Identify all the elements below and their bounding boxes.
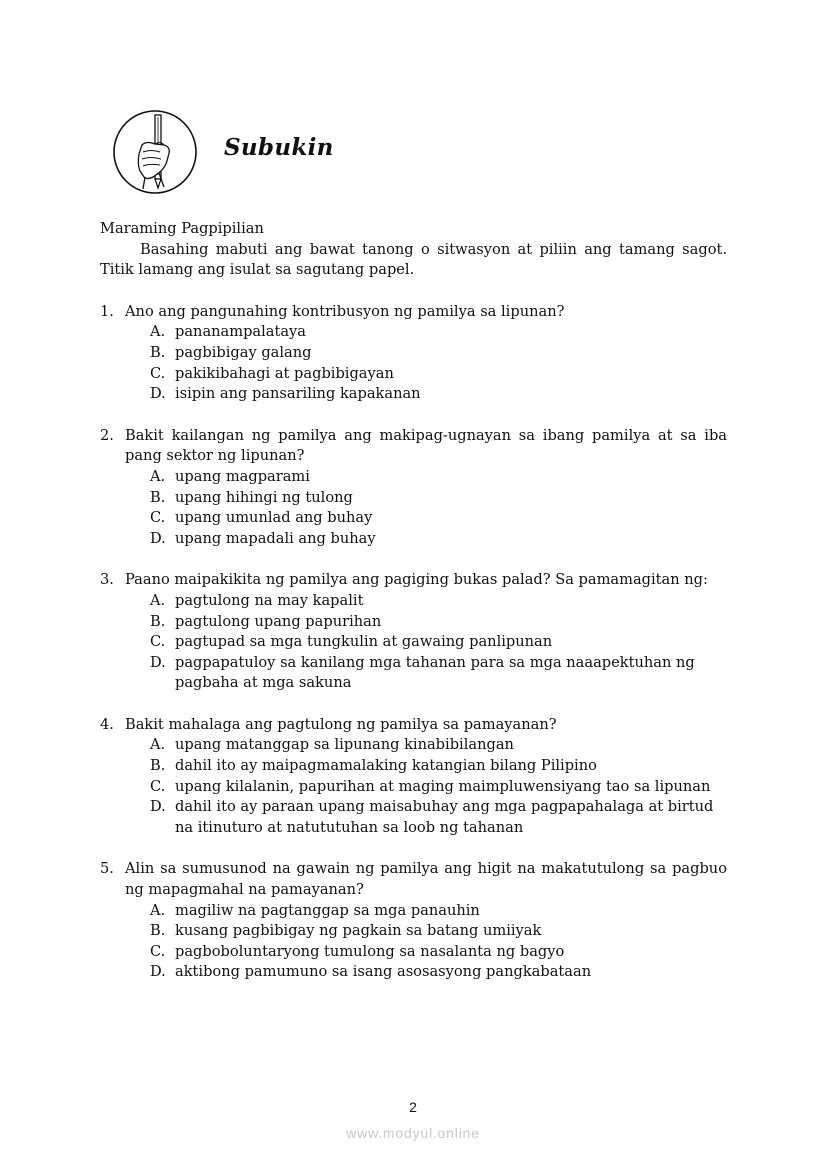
choice-letter: B. bbox=[150, 612, 166, 630]
choice-letter: B. bbox=[150, 343, 166, 361]
choice-text: pagtulong na may kapalit bbox=[175, 591, 364, 609]
choice-2 bbox=[100, 921, 727, 942]
question-number: 3. bbox=[100, 571, 114, 589]
choice-letter: C. bbox=[150, 509, 166, 527]
choice-text: pagbibigay galang bbox=[175, 343, 312, 361]
choice-letter: D. bbox=[150, 529, 166, 547]
question-row bbox=[100, 426, 727, 467]
choice-text: dahil ito ay maipagmamalaking katangian bilang Pilipino bbox=[175, 757, 597, 775]
choice-1 bbox=[100, 591, 727, 612]
choice-3 bbox=[100, 942, 727, 963]
question-4 bbox=[100, 715, 727, 839]
intro-heading: Maraming Pagpipilian bbox=[100, 220, 264, 237]
choice-text: upang hihingi ng tulong bbox=[175, 488, 353, 506]
choice-2 bbox=[100, 488, 727, 509]
question-text: Ano ang pangunahing kontribusyon ng pamilya sa lipunan? bbox=[125, 302, 565, 320]
page-number: 2 bbox=[409, 1099, 417, 1115]
choice-letter: B. bbox=[150, 757, 166, 775]
question-5 bbox=[100, 859, 727, 983]
question-list bbox=[100, 302, 727, 983]
choice-4 bbox=[100, 529, 727, 550]
choice-letter: B. bbox=[150, 488, 166, 506]
choice-letter: A. bbox=[150, 591, 166, 609]
choice-letter: A. bbox=[150, 901, 166, 919]
choice-text: upang kilalanin, papurihan at maging maimpluwensiyang tao sa lipunan bbox=[175, 777, 711, 795]
intro-instruction: Basahing mabuti ang bawat tanong o sitwasyon at piliin ang tamang sagot. Titik lamang ang isulat sa sagutang papel. bbox=[100, 240, 727, 279]
choice-text: pagboboluntaryong tumulong sa nasalanta ng bagyo bbox=[175, 942, 565, 960]
choice-4 bbox=[100, 384, 727, 405]
choice-text: pananampalataya bbox=[175, 323, 307, 341]
choice-3 bbox=[100, 508, 727, 529]
choice-2 bbox=[100, 612, 727, 633]
choice-4 bbox=[100, 653, 727, 694]
question-row bbox=[100, 859, 727, 900]
choice-3 bbox=[100, 632, 727, 653]
choice-text: upang matanggap sa lipunang kinabibilangan bbox=[175, 736, 514, 754]
choice-list bbox=[100, 591, 727, 694]
choice-1 bbox=[100, 735, 727, 756]
choice-1 bbox=[100, 901, 727, 922]
choice-text: pagpapatuloy sa kanilang mga tahanan para sa mga naaapektuhan ng pagbaha at mga sakuna bbox=[175, 653, 695, 692]
choice-text: upang magparami bbox=[175, 467, 310, 485]
choice-letter: A. bbox=[150, 736, 166, 754]
question-row bbox=[100, 715, 727, 736]
choice-letter: A. bbox=[150, 467, 166, 485]
choice-1 bbox=[100, 467, 727, 488]
watermark: www.modyul.online bbox=[346, 1125, 480, 1141]
choice-text: magiliw na pagtanggap sa mga panauhin bbox=[175, 901, 480, 919]
choice-4 bbox=[100, 962, 727, 983]
choice-text: pakikibahagi at pagbibigayan bbox=[175, 364, 394, 382]
question-row bbox=[100, 302, 727, 323]
question-text: Paano maipakikita ng pamilya ang pagiging bukas palad? Sa pamamagitan ng: bbox=[125, 571, 708, 589]
choice-4 bbox=[100, 797, 727, 838]
choice-text: isipin ang pansariling kapakanan bbox=[175, 385, 421, 403]
choice-text: upang mapadali ang buhay bbox=[175, 529, 376, 547]
section-title: Subukin bbox=[224, 134, 334, 161]
choice-3 bbox=[100, 364, 727, 385]
question-number: 4. bbox=[100, 715, 114, 733]
question-number: 2. bbox=[100, 426, 114, 444]
question-text: Bakit mahalaga ang pagtulong ng pamilya sa pamayanan? bbox=[125, 715, 557, 733]
choice-letter: D. bbox=[150, 653, 166, 671]
choice-letter: C. bbox=[150, 942, 166, 960]
choice-letter: B. bbox=[150, 922, 166, 940]
question-number: 5. bbox=[100, 860, 114, 878]
question-2 bbox=[100, 426, 727, 550]
choice-list bbox=[100, 467, 727, 549]
question-text: Bakit kailangan ng pamilya ang makipag-ugnayan sa ibang pamilya at sa iba pang sektor ng lipunan? bbox=[125, 426, 727, 465]
choice-text: pagtupad sa mga tungkulin at gawaing panlipunan bbox=[175, 633, 553, 651]
choice-2 bbox=[100, 756, 727, 777]
hand-holding-pencil-icon bbox=[112, 109, 198, 195]
choice-letter: A. bbox=[150, 323, 166, 341]
choice-list bbox=[100, 901, 727, 983]
choice-letter: D. bbox=[150, 385, 166, 403]
quiz-content bbox=[100, 219, 727, 983]
choice-text: dahil ito ay paraan upang maisabuhay ang mga pagpapahalaga at birtud na itinuturo at natututuhan sa loob ng tahanan bbox=[175, 798, 714, 836]
choice-text: aktibong pamumuno sa isang asosasyong pangkabataan bbox=[175, 963, 592, 981]
question-text: Alin sa sumusunod na gawain ng pamilya ang higit na makatutulong sa pagbuo ng mapagmahal na pamayanan? bbox=[125, 860, 727, 899]
choice-text: pagtulong upang papurihan bbox=[175, 612, 382, 630]
choice-text: upang umunlad ang buhay bbox=[175, 509, 373, 527]
question-number: 1. bbox=[100, 302, 114, 320]
choice-letter: D. bbox=[150, 798, 166, 816]
choice-letter: C. bbox=[150, 364, 166, 382]
choice-letter: D. bbox=[150, 963, 166, 981]
choice-2 bbox=[100, 343, 727, 364]
question-row bbox=[100, 570, 727, 591]
choice-text: kusang pagbibigay ng pagkain sa batang umiiyak bbox=[175, 922, 542, 940]
choice-1 bbox=[100, 322, 727, 343]
choice-3 bbox=[100, 777, 727, 798]
choice-list bbox=[100, 322, 727, 404]
question-1 bbox=[100, 302, 727, 405]
choice-letter: C. bbox=[150, 777, 166, 795]
choice-letter: C. bbox=[150, 633, 166, 651]
question-3 bbox=[100, 570, 727, 694]
choice-list bbox=[100, 735, 727, 838]
